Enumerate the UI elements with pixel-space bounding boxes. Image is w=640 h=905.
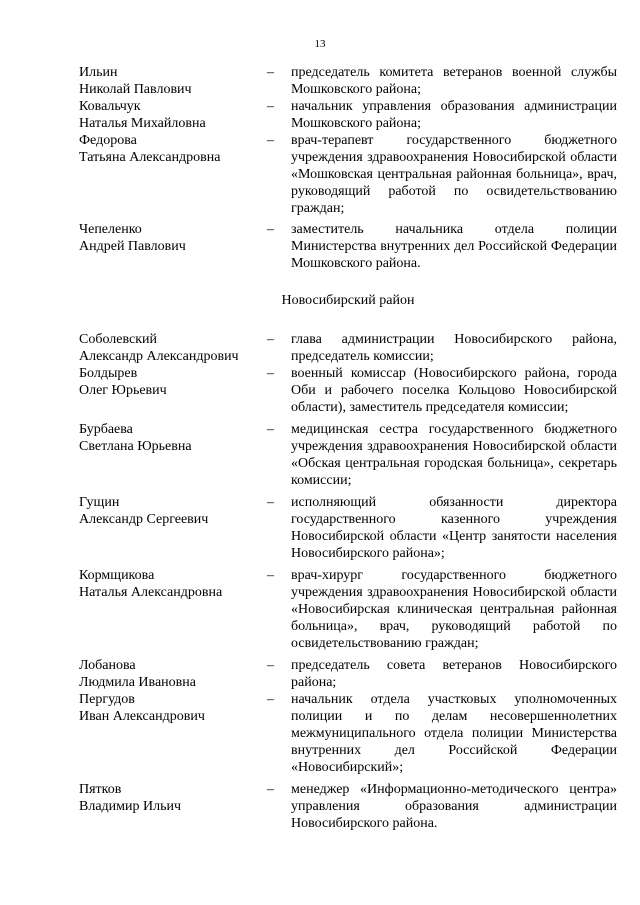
member-surname: Гущин (79, 495, 120, 510)
member-name (79, 64, 267, 98)
member-given-names: Николай Павлович (79, 82, 192, 97)
dash-separator: – (267, 332, 274, 347)
member-surname: Ковальчук (79, 99, 141, 114)
member-role: исполняющий обязанности директора государственного казенного учреждения Новосибирской области «Центр занятости населения Новосибирского района»; (291, 495, 617, 561)
member-entry (79, 494, 617, 562)
member-surname: Кормщикова (79, 568, 155, 583)
member-name (79, 365, 267, 399)
dash-separator: – (267, 222, 274, 237)
member-given-names: Иван Александрович (79, 709, 205, 724)
member-surname: Ильин (79, 65, 118, 80)
member-name (79, 781, 267, 815)
member-entry (79, 365, 617, 416)
dash-separator: – (267, 366, 274, 381)
member-role: военный комиссар (Новосибирского района, города Оби и рабочего поселка Кольцово Новосибирской области), заместитель председателя комиссии; (291, 366, 617, 415)
member-entry (79, 691, 617, 776)
member-given-names: Владимир Ильич (79, 799, 182, 814)
member-entry (79, 64, 617, 98)
member-role: менеджер «Информационно-методического центра» управления образования администрации Новосибирского района. (291, 782, 617, 831)
member-role: председатель комитета ветеранов военной службы Мошковского района; (291, 65, 617, 97)
member-name (79, 494, 267, 528)
member-given-names: Татьяна Александровна (79, 150, 221, 165)
member-given-names: Александр Сергеевич (79, 512, 209, 527)
member-entry (79, 421, 617, 489)
member-entry (79, 221, 617, 272)
member-given-names: Андрей Павлович (79, 239, 186, 254)
member-entry (79, 331, 617, 365)
member-surname: Федорова (79, 133, 137, 148)
member-entry (79, 567, 617, 652)
member-entry (79, 657, 617, 691)
member-name (79, 567, 267, 601)
member-role: председатель совета ветеранов Новосибирского района; (291, 658, 617, 690)
page-number: 13 (314, 38, 326, 50)
member-given-names: Наталья Александровна (79, 585, 223, 600)
member-role: начальник отдела участковых уполномоченных полиции и по делам несовершеннолетних межмуниципального отдела полиции Министерства внутренних дел Российской Федерации «Новосибирский»; (291, 692, 617, 775)
member-given-names: Наталья Михайловна (79, 116, 206, 131)
member-role: врач-хирург государственного бюджетного учреждения здравоохранения Новосибирской области «Новосибирская клиническая центральная районная больница», врач, руководящий работой по освидетельствованию граждан; (291, 568, 617, 651)
member-given-names: Людмила Ивановна (79, 675, 196, 690)
member-surname: Болдырев (79, 366, 138, 381)
dash-separator: – (267, 99, 274, 114)
member-given-names: Олег Юрьевич (79, 383, 167, 398)
member-entry (79, 132, 617, 217)
member-role: врач-терапевт государственного бюджетного учреждения здравоохранения Новосибирской области «Мошковская центральная районная больница», врач, руководящий работой по освидетельствованию граждан; (291, 133, 617, 216)
member-given-names: Светлана Юрьевна (79, 439, 192, 454)
section-heading: Новосибирский район (281, 293, 415, 308)
member-surname: Пергудов (79, 692, 135, 707)
commission-list (79, 64, 617, 832)
dash-separator: – (267, 782, 274, 797)
member-name (79, 691, 267, 725)
dash-separator: – (267, 658, 274, 673)
member-name (79, 221, 267, 255)
member-role: заместитель начальника отдела полиции Министерства внутренних дел Российской Федерации Мошковского района. (291, 222, 617, 271)
member-name (79, 98, 267, 132)
member-surname: Лобанова (79, 658, 136, 673)
dash-separator: – (267, 422, 274, 437)
member-surname: Чепеленко (79, 222, 142, 237)
dash-separator: – (267, 495, 274, 510)
member-entry (79, 781, 617, 832)
member-role: глава администрации Новосибирского района, председатель комиссии; (291, 332, 617, 364)
member-name (79, 132, 267, 166)
member-surname: Пятков (79, 782, 122, 797)
member-role: медицинская сестра государственного бюджетного учреждения здравоохранения Новосибирской области «Обская центральная городская больница», секретарь комиссии; (291, 422, 617, 488)
member-surname: Бурбаева (79, 422, 133, 437)
member-name (79, 331, 267, 365)
member-role: начальник управления образования администрации Мошковского района; (291, 99, 617, 131)
dash-separator: – (267, 568, 274, 583)
dash-separator: – (267, 133, 274, 148)
member-entry (79, 98, 617, 132)
member-given-names: Александр Александрович (79, 349, 239, 364)
member-name (79, 657, 267, 691)
dash-separator: – (267, 692, 274, 707)
member-surname: Соболевский (79, 332, 158, 347)
dash-separator: – (267, 65, 274, 80)
member-name (79, 421, 267, 455)
